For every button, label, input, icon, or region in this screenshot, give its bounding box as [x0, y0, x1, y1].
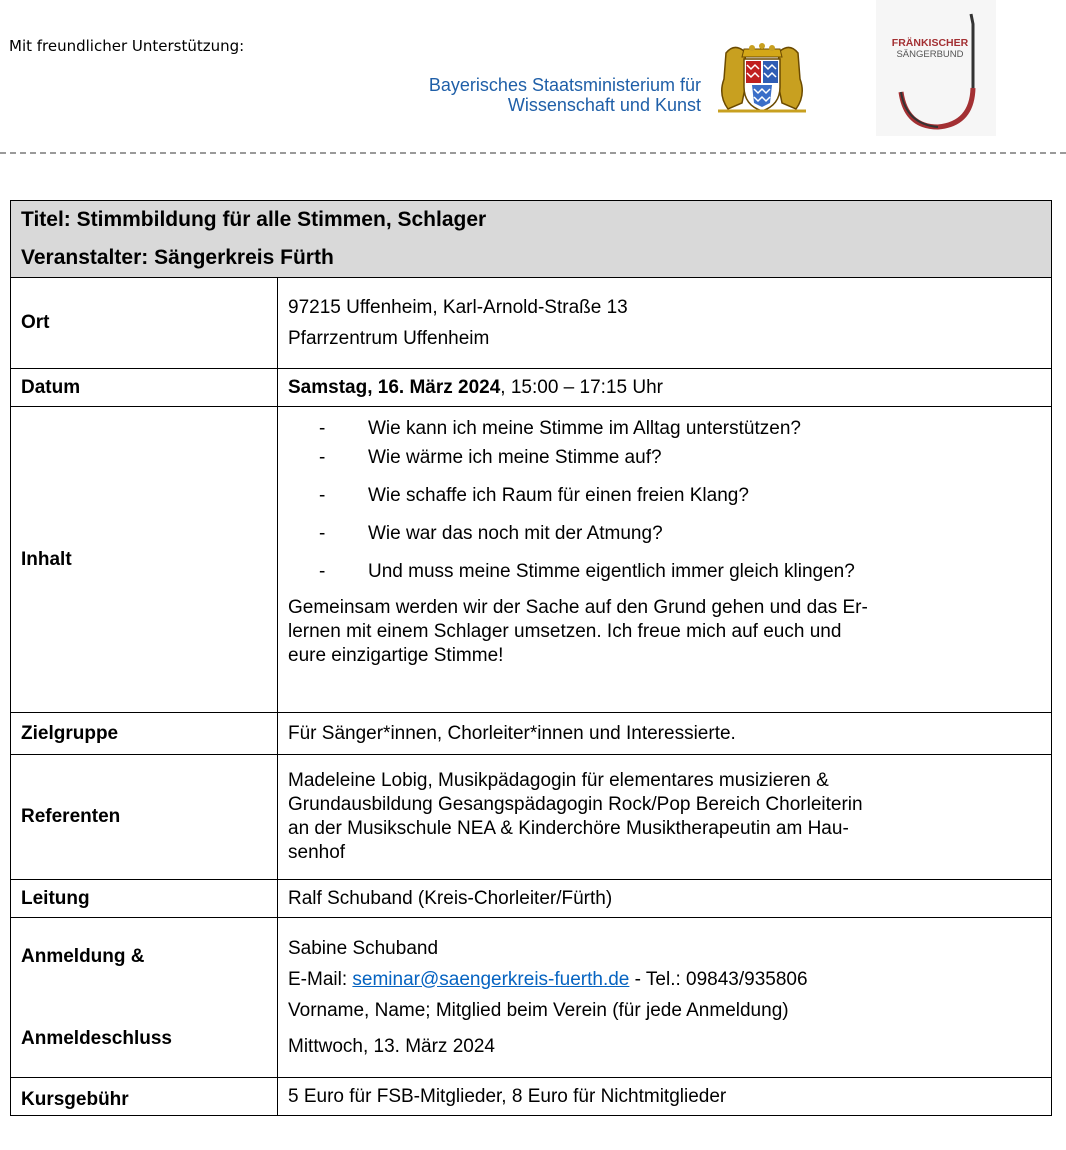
sponsor-label: Mit freundlicher Unterstützung: — [9, 37, 245, 55]
label-zielgruppe: Zielgruppe — [11, 713, 278, 755]
value-inhalt — [278, 407, 1052, 713]
contact-line — [288, 968, 1041, 992]
value-zielgruppe: Für Sänger*innen, Chorleiter*innen und Interessierte. — [278, 713, 1052, 755]
speaker-line: senhof — [288, 842, 346, 863]
ministry-name — [429, 75, 701, 115]
label-ort: Ort — [11, 278, 278, 369]
value-datum — [278, 369, 1052, 407]
label-inhalt: Inhalt — [11, 407, 278, 713]
summary-line: eure einzigartige Stimme! — [288, 645, 504, 666]
value-anmeldung — [278, 918, 1052, 1078]
list-item: - Wie war das noch mit der Atmung? — [288, 522, 1041, 546]
content-summary — [288, 596, 1041, 668]
fraenkischer-saengerbund-logo — [876, 0, 996, 136]
value-referenten — [278, 755, 1052, 880]
email-link[interactable]: seminar@saengerkreis-fuerth.de — [352, 968, 630, 990]
label-referenten: Referenten — [11, 755, 278, 880]
content-question-list — [288, 417, 1041, 584]
organizer: Veranstalter: Sängerkreis Fürth — [21, 246, 334, 269]
address-line: 97215 Uffenheim, Karl-Arnold-Straße 13 — [288, 296, 628, 318]
fsb-logo-text-1: FRÄNKISCHER — [891, 37, 969, 49]
row-anmeldung — [11, 918, 1052, 1078]
summary-line: lernen mit einem Schlager umsetzen. Ich freue mich auf euch und — [288, 621, 842, 642]
fsb-logo-text-2: SÄNGERBUND — [896, 49, 964, 60]
list-item: - Wie schaffe ich Raum für einen freien Klang? — [288, 484, 1041, 508]
contact-name: Sabine Schuband — [288, 937, 439, 959]
summary-line: Gemeinsam werden wir der Sache auf den Grund gehen und das Er- — [288, 597, 868, 618]
row-ort — [11, 278, 1052, 369]
phone-number: - Tel.: 09843/935806 — [629, 968, 808, 990]
header-cell — [11, 201, 1052, 278]
venue-line: Pfarrzentrum Uffenheim — [288, 327, 490, 349]
label-anmeldung-line: Anmeldung & — [21, 945, 145, 967]
label-anmeldeschluss-line: Anmeldeschluss — [21, 1027, 172, 1049]
label-datum: Datum — [11, 369, 278, 407]
row-referenten — [11, 755, 1052, 880]
list-item: - Wie kann ich meine Stimme im Alltag unterstützen? — [288, 417, 1041, 441]
list-item: - Und muss meine Stimme eigentlich immer gleich klingen? — [288, 560, 1041, 584]
row-leitung — [11, 880, 1052, 918]
event-date: Samstag, 16. März 2024 — [288, 376, 501, 398]
value-leitung: Ralf Schuband (Kreis-Chorleiter/Fürth) — [278, 880, 1052, 918]
ministry-line-2: Wissenschaft und Kunst — [507, 95, 701, 115]
registration-note: Vorname, Name; Mitglied beim Verein (für jede Anmeldung) — [288, 999, 789, 1021]
seminar-title: Titel: Stimmbildung für alle Stimmen, Schlager — [21, 208, 487, 231]
list-item: - Wie wärme ich meine Stimme auf? — [288, 446, 1041, 470]
header-row — [11, 201, 1052, 278]
dashed-divider — [0, 152, 1066, 154]
row-inhalt — [11, 407, 1052, 713]
row-kursgebuehr — [11, 1078, 1052, 1116]
row-zielgruppe — [11, 713, 1052, 755]
seminar-info-table — [10, 200, 1052, 1116]
label-anmeldung — [11, 918, 278, 1078]
speaker-line: Madeleine Lobig, Musikpädagogin für elementares musizieren & — [288, 770, 829, 791]
label-kursgebuehr: Kursgebühr — [11, 1078, 278, 1116]
speaker-line: an der Musikschule NEA & Kinderchöre Musiktherapeutin am Hau- — [288, 818, 849, 839]
event-time: , 15:00 – 17:15 Uhr — [500, 376, 663, 398]
row-datum — [11, 369, 1052, 407]
value-ort — [278, 278, 1052, 369]
registration-deadline: Mittwoch, 13. März 2024 — [288, 1035, 495, 1057]
speaker-line: Grundausbildung Gesangspädagogin Rock/Pop Bereich Chorleiterin — [288, 794, 863, 815]
email-prefix: E-Mail: — [288, 968, 353, 990]
ministry-line-1: Bayerisches Staatsministerium für — [428, 75, 701, 95]
bavarian-coat-of-arms-logo — [704, 43, 820, 115]
label-leitung: Leitung — [11, 880, 278, 918]
value-kursgebuehr: 5 Euro für FSB-Mitglieder, 8 Euro für Nichtmitglieder — [278, 1078, 1052, 1116]
